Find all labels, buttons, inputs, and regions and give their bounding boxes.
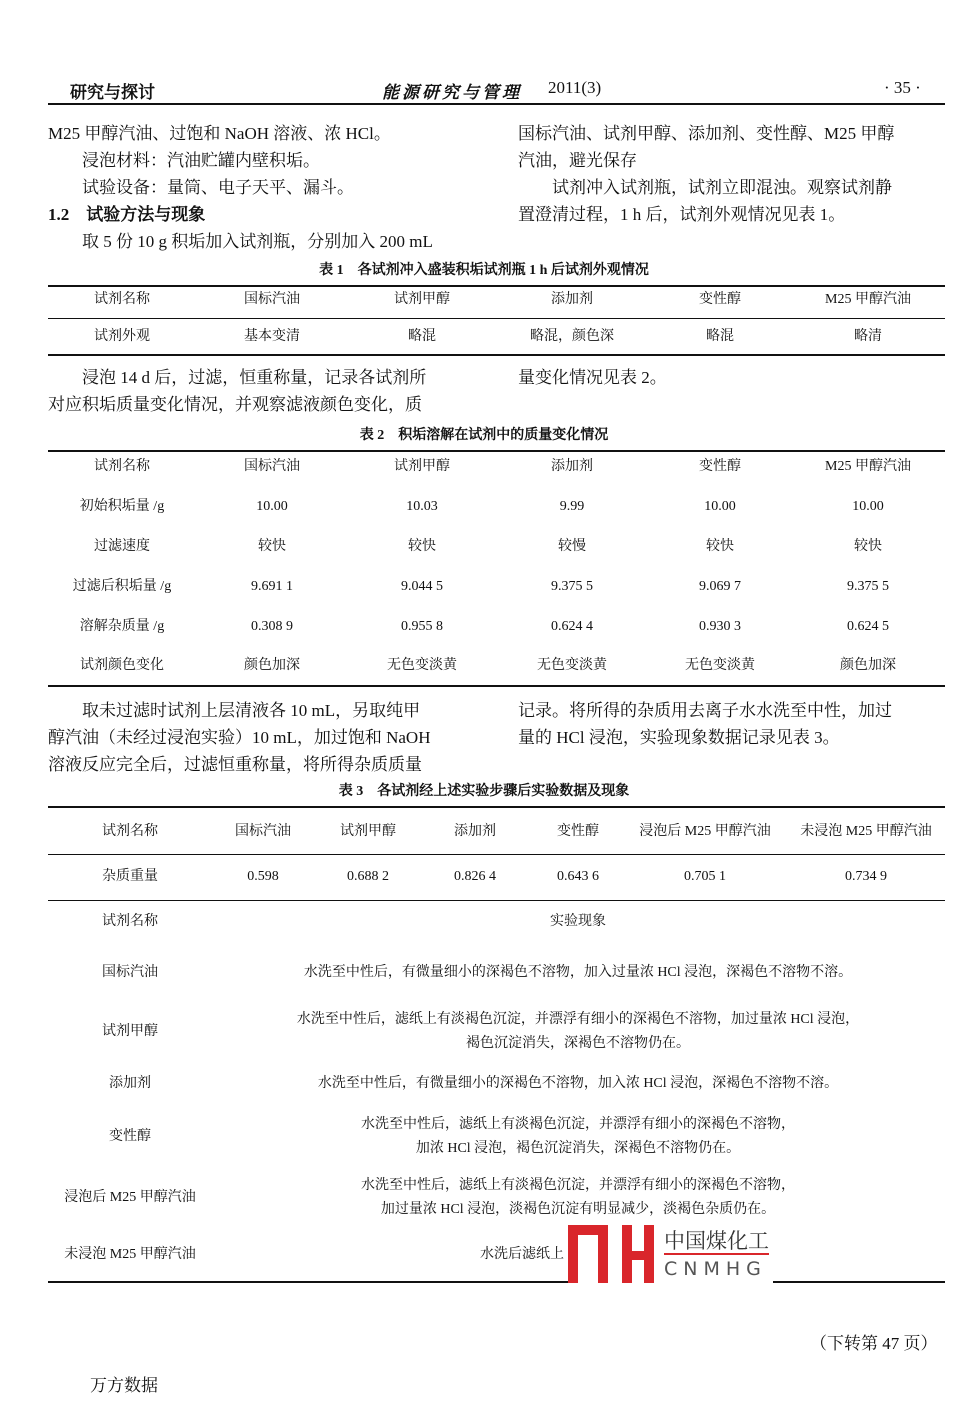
left-col-1 xyxy=(48,120,433,255)
table-cell: 过滤后积垢量 /g xyxy=(72,579,172,594)
column-header: 未浸泡 M25 甲醇汽油 xyxy=(800,824,932,839)
column-header: 试剂甲醇 xyxy=(394,459,450,474)
table-cell: 加过量浓 HCl 浸泡，淡褐色沉淀有明显减少，淡褐色杂质仍在。 xyxy=(380,1202,776,1217)
continued-note: （下转第 47 页） xyxy=(810,1334,938,1353)
table-cell: 9.044 5 xyxy=(401,579,443,594)
table-cell: 0.624 4 xyxy=(551,619,593,634)
row-label: 试剂甲醇 xyxy=(102,1024,158,1039)
table3-top-rule xyxy=(48,806,945,808)
row-label: 未浸泡 M25 甲醇汽油 xyxy=(64,1247,196,1262)
table-cell: 较快 xyxy=(854,539,882,554)
row-label: 添加剂 xyxy=(109,1076,151,1091)
table1-top-rule xyxy=(48,285,945,287)
table-cell: 褐色沉淀消失，深褐色不溶物仍在。 xyxy=(466,1036,690,1051)
table-cell: 0.598 xyxy=(247,869,279,884)
table-cell: 0.643 6 xyxy=(557,869,599,884)
source-label: 万方数据 xyxy=(90,1376,158,1396)
section-label: 研究与探讨 xyxy=(70,83,155,102)
table-cell: 试剂颜色变化 xyxy=(80,658,164,673)
text-line: 醇汽油（未经过浸泡实验）10 mL，加过饱和 NaOH xyxy=(48,728,431,747)
table-cell: 无色变淡黄 xyxy=(387,658,457,673)
table1-title: 表 1 各试剂冲入盛装积垢试剂瓶 1 h 后试剂外观情况 xyxy=(319,263,649,278)
table2-top-rule xyxy=(48,450,945,452)
text-line: 溶液反应完全后，过滤恒重称量，将所得杂质质量 xyxy=(48,755,422,774)
table1-bottom-rule xyxy=(48,354,945,356)
table-cell: 较快 xyxy=(706,539,734,554)
column-header: 变性醇 xyxy=(699,292,741,307)
left-col-2 xyxy=(48,364,426,418)
table-cell: 较慢 xyxy=(558,539,586,554)
column-header: 试剂甲醇 xyxy=(394,292,450,307)
column-header: M25 甲醇汽油 xyxy=(825,459,911,474)
column-header: 国标汽油 xyxy=(244,292,300,307)
table-cell: 过滤速度 xyxy=(94,539,150,554)
table-cell: 0.826 4 xyxy=(454,869,496,884)
table-cell: 基本变清 xyxy=(244,329,300,344)
table-cell: 10.00 xyxy=(852,499,884,514)
table-cell: 10.03 xyxy=(406,499,438,514)
table-cell: 9.375 5 xyxy=(551,579,593,594)
text-line: 浸泡 14 d 后，过滤，恒重称量，记录各试剂所 xyxy=(48,368,427,387)
text-line: 汽油，避光保存 xyxy=(518,151,637,170)
text-line: 试剂冲入试剂瓶，试剂立即混浊。观察试剂静 xyxy=(518,178,892,197)
column-header: 添加剂 xyxy=(551,292,593,307)
table-cell: 水洗至中性后，有微量细小的深褐色不溶物，加入浓 HCl 浸泡，深褐色不溶物不溶。 xyxy=(317,1076,839,1091)
row-label: 国标汽油 xyxy=(102,965,158,980)
table-cell: 9.375 5 xyxy=(847,579,889,594)
table-cell: 加浓 HCl 浸泡，褐色沉淀消失，深褐色不溶物仍在。 xyxy=(415,1141,741,1156)
column-header: 变性醇 xyxy=(557,824,599,839)
table-cell: 试剂外观 xyxy=(94,329,150,344)
table-cell: 0.688 2 xyxy=(347,869,389,884)
text-line: 记录。将所得的杂质用去离子水水洗至中性，加过 xyxy=(518,701,892,720)
table-cell: 略混，颜色深 xyxy=(530,329,614,344)
table-cell: 10.00 xyxy=(256,499,288,514)
table3-mid-rule xyxy=(48,854,945,855)
table-cell: 杂质重量 xyxy=(102,869,158,884)
right-col-2 xyxy=(518,364,667,391)
table-cell: 9.069 7 xyxy=(699,579,741,594)
column-header: 实验现象 xyxy=(550,914,606,929)
table-cell: 略混 xyxy=(408,329,436,344)
text-line: 对应积垢质量变化情况，并观察滤液颜色变化，质 xyxy=(48,395,422,414)
left-col-3 xyxy=(48,697,430,778)
issue-number: 2011(3) xyxy=(548,78,602,97)
table-cell: 水洗至中性后，滤纸上有淡褐色沉淀，并漂浮有细小的深褐色不溶物， xyxy=(361,1117,795,1132)
table-cell: 无色变淡黄 xyxy=(537,658,607,673)
column-header: 添加剂 xyxy=(454,824,496,839)
column-header: 添加剂 xyxy=(551,459,593,474)
table-cell: 0.624 5 xyxy=(847,619,889,634)
text-line: 取未过滤时试剂上层清液各 10 mL，另取纯甲 xyxy=(48,701,421,720)
column-header: 变性醇 xyxy=(699,459,741,474)
table-cell: 9.99 xyxy=(559,499,585,514)
text-line: 国标汽油、试剂甲醇、添加剂、变性醇、M25 甲醇 xyxy=(518,124,895,143)
watermark-divider xyxy=(664,1253,769,1255)
table-cell: 较快 xyxy=(258,539,286,554)
table3-bottom-rule xyxy=(48,1281,945,1283)
section-heading: 1.2 试验方法与现象 xyxy=(48,205,206,224)
table3-title: 表 3 各试剂经上述实验步骤后实验数据及现象 xyxy=(338,784,630,799)
row-label: 浸泡后 M25 甲醇汽油 xyxy=(64,1190,196,1205)
watermark-logo xyxy=(568,1225,773,1283)
watermark-cn: 中国煤化工 xyxy=(664,1229,769,1253)
table3-mid-rule-2 xyxy=(48,900,945,901)
column-header: 试剂名称 xyxy=(94,292,150,307)
journal-name: 能源研究与管理 xyxy=(382,83,522,102)
text-line: 量变化情况见表 2。 xyxy=(518,368,667,387)
text-line: 试验设备：量筒、电子天平、漏斗。 xyxy=(48,178,354,197)
text-line: 取 5 份 10 g 积垢加入试剂瓶，分别加入 200 mL xyxy=(48,232,433,251)
table-cell: 10.00 xyxy=(704,499,736,514)
table-cell: 略清 xyxy=(854,329,882,344)
column-header: M25 甲醇汽油 xyxy=(825,292,911,307)
column-header: 国标汽油 xyxy=(244,459,300,474)
column-header: 国标汽油 xyxy=(235,824,291,839)
table-cell: 颜色加深 xyxy=(244,658,300,673)
cnmhg-logo-icon xyxy=(568,1225,658,1283)
page-number: · 35 · xyxy=(884,78,921,97)
table-cell: 水洗后滤纸上 xyxy=(480,1247,564,1262)
right-col-1 xyxy=(518,120,894,228)
header-rule xyxy=(48,103,945,105)
table-cell: 0.308 9 xyxy=(251,619,293,634)
table-cell: 水洗至中性后，滤纸上有淡褐色沉淀，并漂浮有细小的深褐色不溶物， xyxy=(361,1178,795,1193)
table-cell: 0.955 8 xyxy=(401,619,443,634)
table2-bottom-rule xyxy=(48,685,945,687)
column-header: 浸泡后 M25 甲醇汽油 xyxy=(639,824,771,839)
table-cell: 0.705 1 xyxy=(684,869,726,884)
table-cell: 较快 xyxy=(408,539,436,554)
table-cell: 略混 xyxy=(706,329,734,344)
table-cell: 0.734 9 xyxy=(845,869,887,884)
table-cell: 水洗至中性后，滤纸上有淡褐色沉淀，并漂浮有细小的深褐色不溶物，加过量浓 HCl 浸泡， xyxy=(296,1012,860,1027)
table2-title: 表 2 积垢溶解在试剂中的质量变化情况 xyxy=(359,428,609,443)
table1-mid-rule xyxy=(48,318,945,319)
text-line: 浸泡材料：汽油贮罐内壁积垢。 xyxy=(48,151,320,170)
table-cell: 溶解杂质量 /g xyxy=(79,619,165,634)
table-cell: 9.691 1 xyxy=(251,579,293,594)
table-cell: 水洗至中性后，有微量细小的深褐色不溶物，加入过量浓 HCl 浸泡，深褐色不溶物不溶。 xyxy=(303,965,853,980)
text-line: M25 甲醇汽油、过饱和 NaOH 溶液、浓 HCl。 xyxy=(48,124,391,143)
watermark-en: CNMHG xyxy=(664,1258,767,1280)
column-header: 试剂名称 xyxy=(94,459,150,474)
column-header: 试剂甲醇 xyxy=(340,824,396,839)
right-col-3 xyxy=(518,697,892,751)
text-line: 置澄清过程，1 h 后，试剂外观情况见表 1。 xyxy=(518,205,846,224)
table-cell: 0.930 3 xyxy=(699,619,741,634)
text-line: 量的 HCl 浸泡，实验现象数据记录见表 3。 xyxy=(518,728,840,747)
table-cell: 初始积垢量 /g xyxy=(79,499,165,514)
row-label: 变性醇 xyxy=(109,1129,151,1144)
column-header: 试剂名称 xyxy=(102,914,158,929)
column-header: 试剂名称 xyxy=(102,824,158,839)
table-cell: 无色变淡黄 xyxy=(685,658,755,673)
table-cell: 颜色加深 xyxy=(840,658,896,673)
